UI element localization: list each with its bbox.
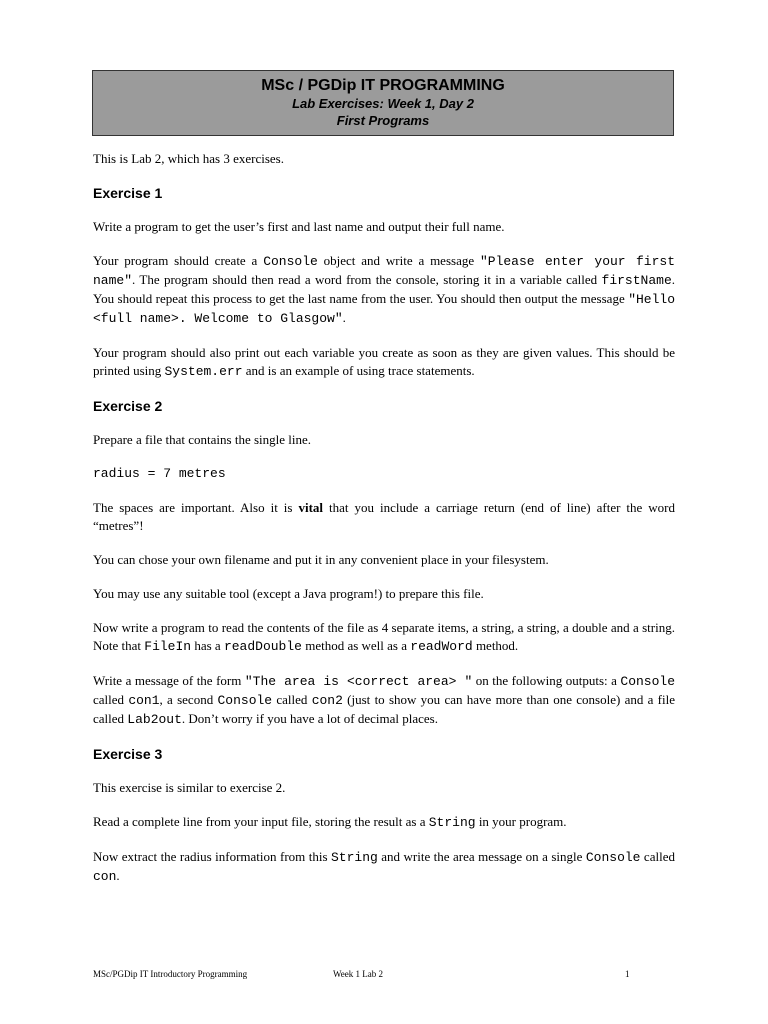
- text-run: called: [640, 849, 675, 864]
- code-filein: FileIn: [144, 639, 192, 654]
- document-subtitle: Lab Exercises: Week 1, Day 2: [292, 96, 474, 111]
- ex2-paragraph-2: [93, 499, 675, 535]
- text-run: Now write a program to read the contents of the file as 4 separate items, a string, a string, a double and a string. Note that: [93, 620, 675, 653]
- text-run: The spaces are important. Also it is: [93, 500, 299, 515]
- code-con2: con2: [311, 693, 343, 708]
- text-run: Your program should create a: [93, 253, 264, 268]
- text-run: . You should repeat this process to get the last name from the user. You should then output the message: [93, 272, 675, 306]
- text-run: and write the area message on a single: [377, 849, 586, 864]
- text-run: that you include a carriage return (end of line) after the word “metres”!: [93, 500, 676, 533]
- code-console: Console: [620, 674, 675, 689]
- code-string: String: [428, 815, 476, 830]
- ex3-paragraph-2: [93, 813, 675, 832]
- ex2-paragraph-5: [93, 619, 675, 656]
- text-run: Write a message of the form: [93, 673, 245, 688]
- text-run: , a second: [159, 692, 218, 707]
- document-subtitle-2: First Programs: [336, 113, 430, 128]
- text-run: in your program.: [475, 814, 567, 829]
- text-run: called: [272, 692, 312, 707]
- text-run: has a: [191, 638, 224, 653]
- text-run: .: [116, 868, 120, 883]
- code-prompt-message: "Please enter your first name": [93, 254, 676, 288]
- footer-page-number: 1: [625, 969, 630, 979]
- footer-course: MSc/PGDip IT Introductory Programming: [93, 969, 248, 979]
- exercise-3-heading: Exercise 3: [93, 746, 163, 762]
- code-console: Console: [217, 693, 273, 708]
- text-run: . The program should then read a word from the console, storing it in a variable called: [132, 272, 602, 287]
- ex2-paragraph-1: Prepare a file that contains the single line.: [93, 432, 312, 447]
- document-title: MSc / PGDip IT PROGRAMMING: [261, 77, 505, 94]
- code-readword: readWord: [410, 639, 473, 654]
- code-console: Console: [263, 254, 318, 269]
- code-lab2out: Lab2out: [127, 712, 182, 727]
- ex2-code-line: radius = 7 metres: [93, 466, 226, 481]
- code-hello-message: "Hello <full name>. Welcome to Glasgow": [93, 292, 675, 326]
- text-run: method as well as a: [301, 638, 411, 653]
- text-run: Read a complete line from your input file, storing the result as a: [93, 814, 429, 829]
- header-box: [92, 70, 674, 136]
- code-string: String: [330, 850, 378, 865]
- text-run: and is an example of using trace statements.: [242, 363, 475, 378]
- code-firstname: firstName: [601, 273, 672, 288]
- exercise-2-heading: Exercise 2: [93, 398, 163, 414]
- text-run: .: [342, 310, 346, 325]
- intro-paragraph: This is Lab 2, which has 3 exercises.: [93, 151, 284, 166]
- text-run: . Don’t worry if you have a lot of decimal places.: [181, 711, 438, 726]
- text-run: called: [93, 692, 129, 707]
- text-run: on the following outputs: a: [472, 673, 621, 688]
- ex3-paragraph-1: This exercise is similar to exercise 2.: [93, 780, 286, 795]
- ex1-paragraph-3: [93, 344, 675, 381]
- ex2-paragraph-6: [93, 672, 675, 729]
- ex1-paragraph-1: Write a program to get the user’s first and last name and output their full name.: [93, 219, 505, 234]
- ex2-paragraph-3: You can chose your own filename and put it in any convenient place in your filesystem.: [93, 552, 549, 567]
- text-run: method.: [472, 638, 519, 653]
- exercise-1-heading: Exercise 1: [93, 185, 163, 201]
- code-system-err: System.err: [164, 364, 243, 379]
- code-area-message: "The area is <correct area> ": [244, 674, 473, 689]
- code-con: con: [93, 869, 117, 884]
- bold-vital: vital: [298, 500, 324, 515]
- ex3-paragraph-3: [93, 848, 675, 886]
- ex2-paragraph-4: You may use any suitable tool (except a Java program!) to prepare this file.: [93, 586, 484, 601]
- code-con1: con1: [128, 693, 160, 708]
- document-body: [93, 150, 675, 886]
- code-console: Console: [585, 850, 641, 865]
- code-readdouble: readDouble: [223, 639, 302, 654]
- text-run: (just to show you can have more than one console) and a file called: [93, 692, 675, 726]
- footer-week: Week 1 Lab 2: [333, 969, 384, 979]
- ex1-paragraph-2: [93, 252, 675, 328]
- text-run: Your program should also print out each variable you create as soon as they are given values. This should be printed using: [93, 345, 675, 378]
- text-run: Now extract the radius information from this: [93, 849, 331, 864]
- text-run: object and write a message: [317, 253, 480, 268]
